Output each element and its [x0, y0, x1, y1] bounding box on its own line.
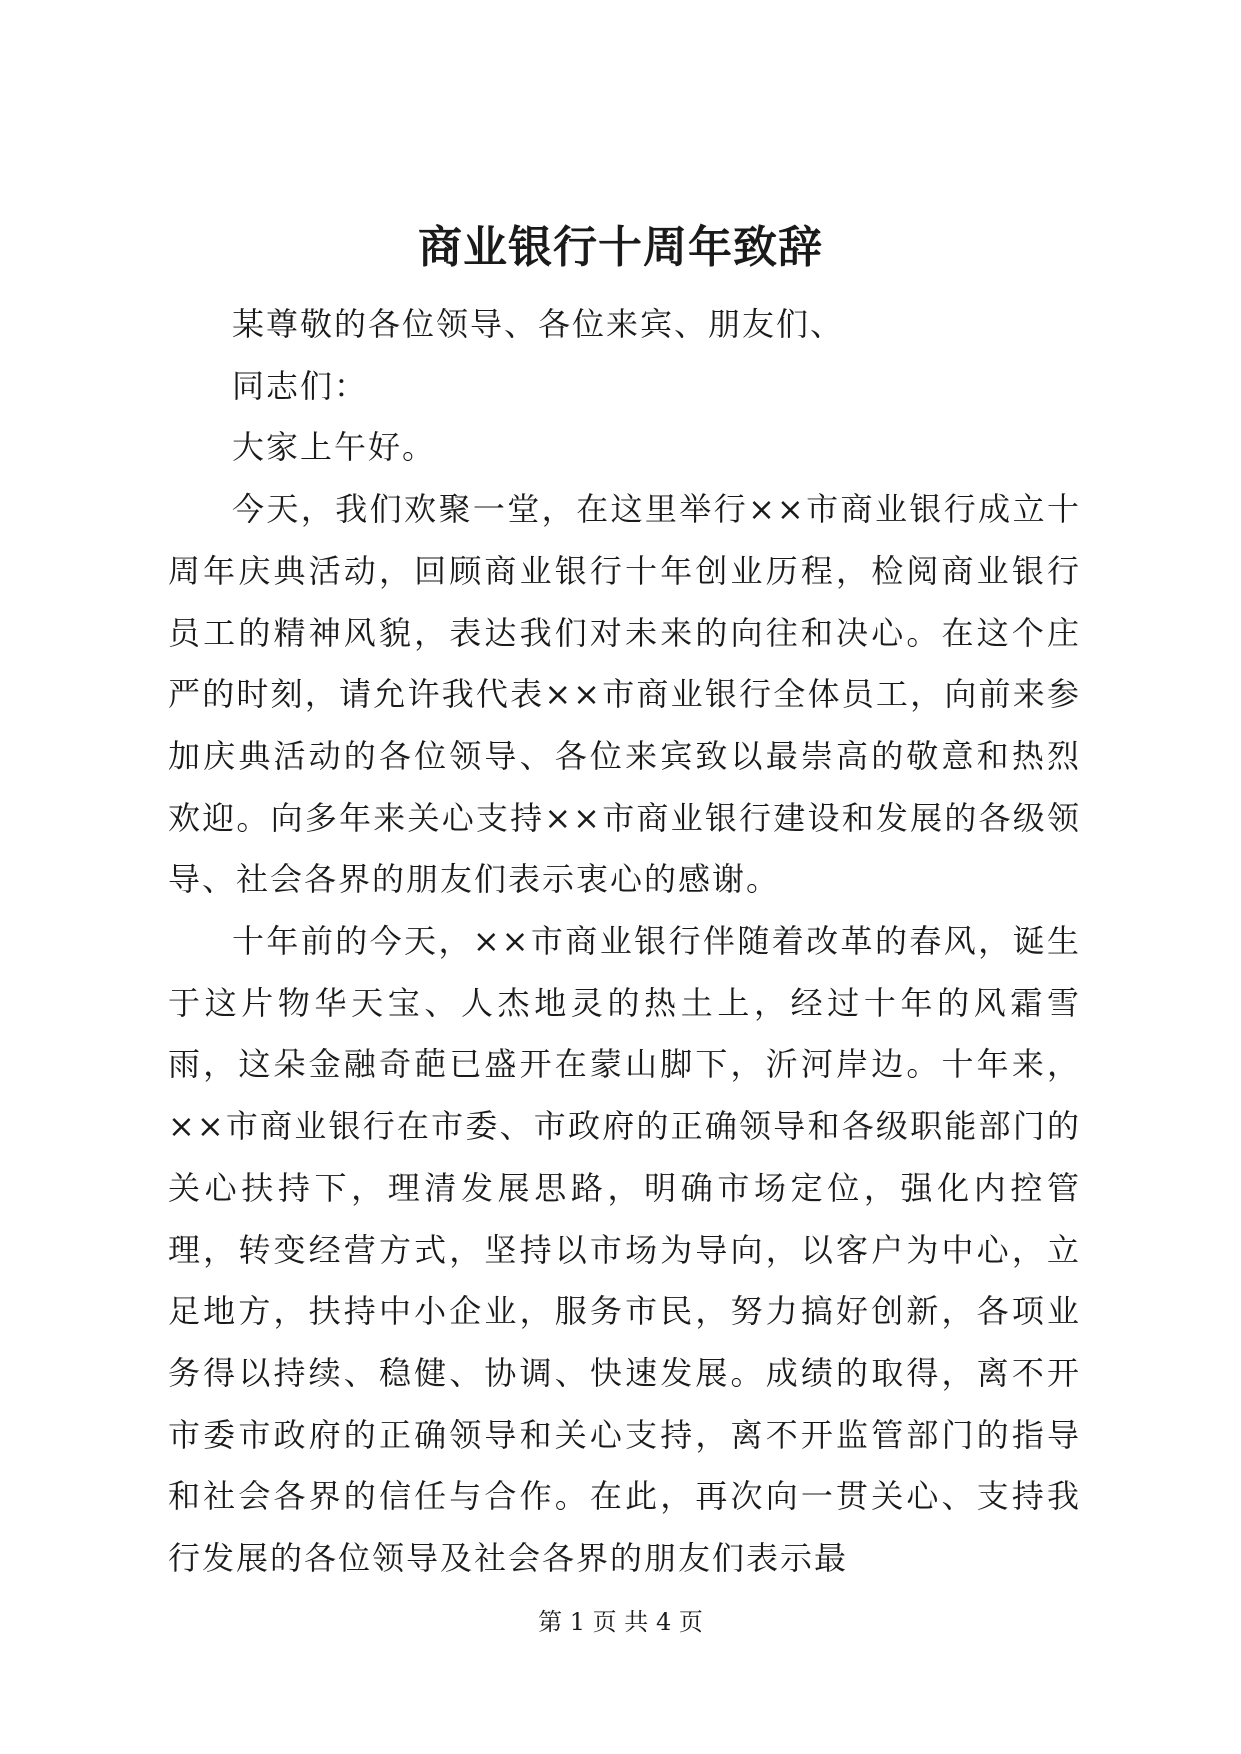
body-paragraph: 十年前的今天，××市商业银行伴随着改革的春风，诞生于这片物华天宝、人杰地灵的热土上，经过十年的风霜雪雨，这朵金融奇葩已盛开在蒙山脚下，沂河岸边。十年来，××市商业银行在市委、市政府的正确领导和各级职能部门的关心扶持下，理清发展思路，明确市场定位，强化内控管理，转变经营方式，坚持以市场为导向，以客户为中心，立足地方，扶持中小企业，服务市民，努力搞好创新，各项业务得以持续、稳健、协调、快速发展。成绩的取得，离不开市委市政府的正确领导和关心支持，离不开监管部门的指导和社会各界的信任与合作。在此，再次向一贯关心、支持我行发展的各位领导及社会各界的朋友们表示最 [168, 922, 1081, 1578]
document-title: 商业银行十周年致辞 [418, 222, 823, 273]
salutation-paragraph: 某尊敬的各位领导、各位来宾、朋友们、 [232, 305, 845, 343]
page-number-footer: 第 1 页 共 4 页 [538, 1608, 703, 1636]
body-paragraph: 今天，我们欢聚一堂，在这里举行××市商业银行成立十周年庆典活动，回顾商业银行十年创业历程，检阅商业银行员工的精神风貌，表达我们对未来的向往和决心。在这个庄严的时刻，请允许我代表××市商业银行全体员工，向前来参加庆典活动的各位领导、各位来宾致以最崇高的敬意和热烈欢迎。向多年来关心支持××市商业银行建设和发展的各级领导、社会各界的朋友们表示衷心的感谢。 [168, 490, 1081, 899]
salutation-continuation: 同志们： [232, 366, 369, 405]
greeting-paragraph: 大家上午好。 [232, 428, 437, 467]
document-body [168, 294, 1081, 1590]
